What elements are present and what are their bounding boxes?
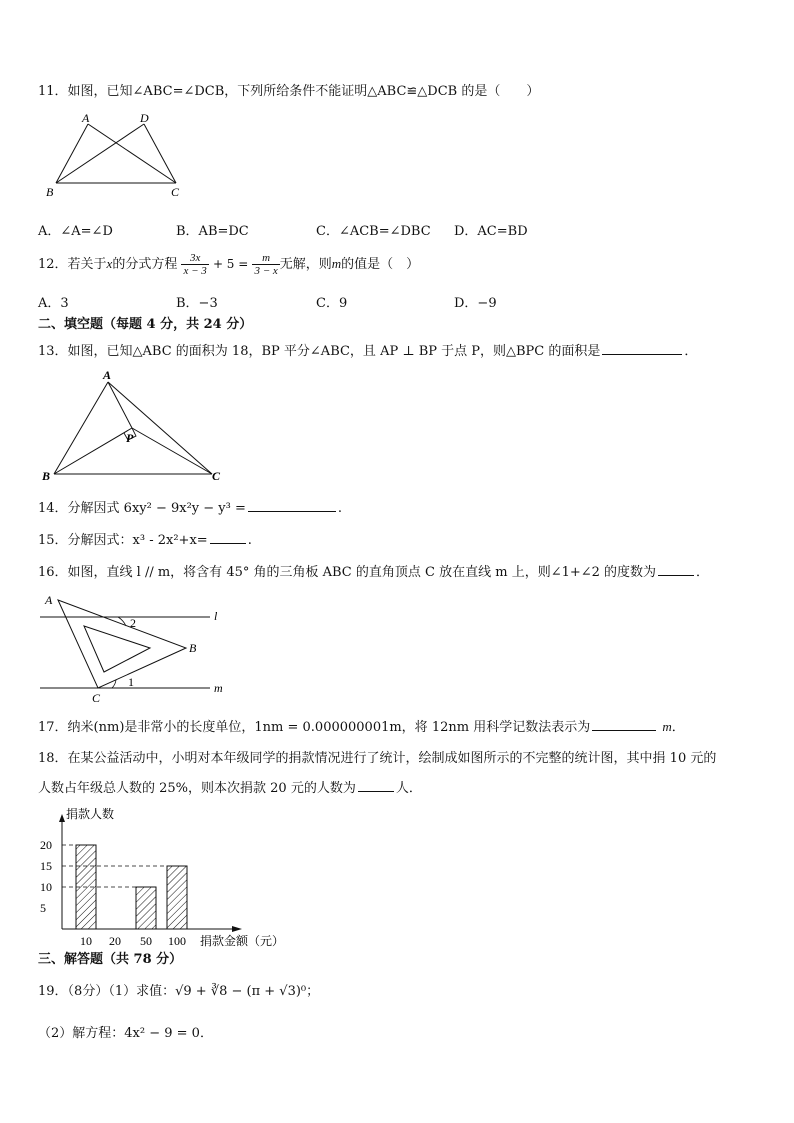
chart-x-tick-label: 10 <box>80 934 92 948</box>
chart-y-tick-label: 15 <box>40 859 52 873</box>
q12-stem: 12．若关于x的分式方程 $\frac{3x}{x - 3}$ + 5 = $\frac{m}{3 - x}$ 无解，则m的值是（ ） <box>38 252 420 277</box>
chart-x-axis-label: 捐款金额（元） <box>200 934 285 948</box>
q13-label-p: P <box>126 431 134 445</box>
q12-option-a: A．3 <box>38 296 69 311</box>
q13-label-a: A <box>103 368 112 382</box>
chart-y-tick-label: 5 <box>40 901 46 915</box>
q11-label-d: D <box>140 111 149 125</box>
q16-angle-2: 2 <box>130 616 136 630</box>
q11-option-a: A．∠A=∠D <box>38 224 113 239</box>
chart-y-tick-label: 10 <box>40 880 52 894</box>
q13-stem: 13．如图，已知△ABC 的面积为 18，BP 平分∠ABC，且 AP ⊥ BP 于点 P，则△BPC 的面积是 ． <box>38 344 698 359</box>
chart-y-tick-label: 20 <box>40 838 52 852</box>
chart-bar-50 <box>136 887 156 929</box>
chart-y-axis-arrow <box>59 814 65 822</box>
q11-figure <box>40 110 200 200</box>
q12-fraction-2: $\frac{m}{3 - x}$ <box>254 252 278 277</box>
q16-stem: 16．如图，直线 l // m，将含有 45° 角的三角板 ABC 的直角顶点 C 放在直线 m 上，则∠1+∠2 的度数为 ． <box>38 565 710 580</box>
q19-part-2: （2）解方程：4x² − 9 = 0． <box>38 1026 213 1041</box>
q15-stem: 15．分解因式：x³ - 2x²+x= . <box>38 533 252 548</box>
q13-label-c: C <box>212 469 221 483</box>
q11-option-b: B．AB=DC <box>176 224 249 239</box>
chart-x-tick-label: 50 <box>140 934 152 948</box>
q11-option-d: D．AC=BD <box>454 224 528 239</box>
section-3-heading: 三、解答题（共 78 分） <box>38 952 183 967</box>
chart-x-axis-arrow <box>232 926 242 932</box>
q16-label-c: C <box>92 691 101 705</box>
q11-label-c: C <box>171 185 180 199</box>
q18-line-1: 18．在某公益活动中，小明对本年级同学的捐款情况进行了统计，绘制成如图所示的不完整的统计图，其中捐 10 元的 <box>38 751 717 766</box>
q18-bar-chart <box>36 804 296 952</box>
q12-option-d: D．−9 <box>454 296 497 311</box>
chart-x-tick-label: 20 <box>109 934 121 948</box>
q16-figure <box>40 592 240 705</box>
q11-stem: 11．如图，已知∠ABC=∠DCB，下列所给条件不能证明△ABC≌△DCB 的是（ ） <box>38 84 540 99</box>
q17-stem: 17．纳米(nm)是非常小的长度单位，1nm = 0.000000001m，将 12nm 用科学记数法表示为 m． <box>38 719 685 735</box>
q19-part-1: 19．（8分）（1）求值：√9 + ∛8 − (π + √3)⁰； <box>38 984 320 999</box>
q11-label-b: B <box>46 185 54 199</box>
q11-option-c: C．∠ACB=∠DBC <box>316 224 431 239</box>
q16-label-l: l <box>214 609 218 623</box>
q18-line-2: 人数占年级总人数的 25%，则本次捐款 20 元的人数为 人． <box>38 781 422 796</box>
q14-stem: 14．分解因式 6xy² − 9x²y − y³ = . <box>38 501 343 516</box>
q13-label-b: B <box>42 469 51 483</box>
q16-label-b: B <box>189 641 197 655</box>
q16-label-a: A <box>45 593 53 607</box>
chart-bar-10 <box>76 845 96 929</box>
chart-bar-100 <box>167 866 187 929</box>
section-2-heading: 二、填空题（每题 4 分，共 24 分） <box>38 317 253 332</box>
chart-y-axis-label: 捐款人数 <box>66 807 115 821</box>
q12-option-b: B．−3 <box>176 296 218 311</box>
chart-x-tick-label: 100 <box>168 934 186 948</box>
q16-label-m: m <box>214 681 223 695</box>
q16-angle-1: 1 <box>128 675 134 689</box>
q11-label-a: A <box>82 111 90 125</box>
q13-figure <box>40 368 240 483</box>
q12-fraction-1: $\frac{3x}{x - 3}$ <box>183 252 207 277</box>
q12-option-c: C．9 <box>316 296 348 311</box>
